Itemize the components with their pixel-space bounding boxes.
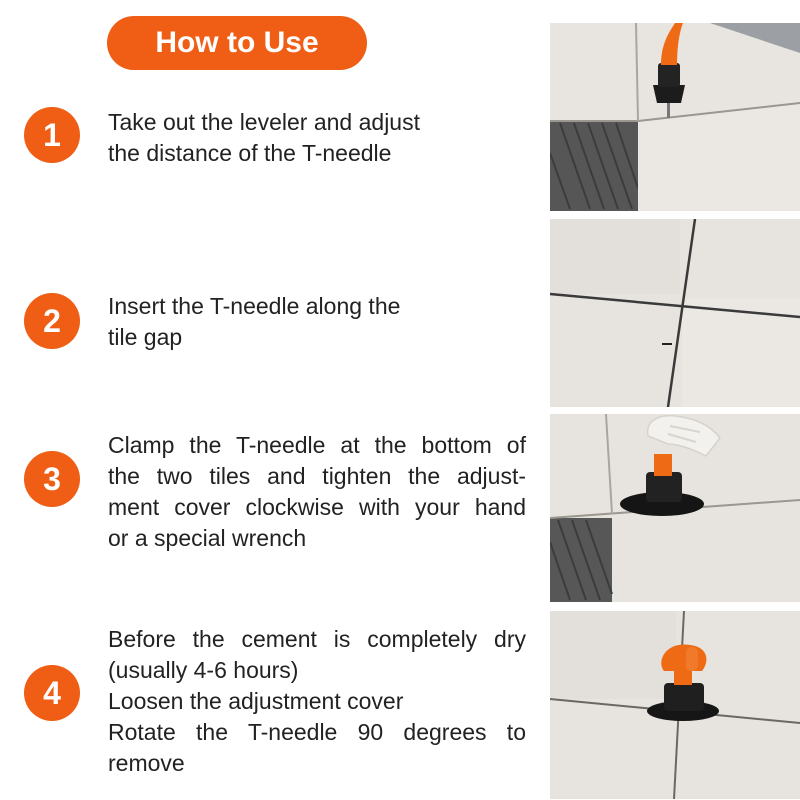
step-number: 1 (43, 117, 61, 153)
step-number: 3 (43, 461, 61, 497)
step-4-badge (24, 665, 80, 721)
step-line: the distance of the T-needle (108, 140, 392, 166)
step-4-text (108, 624, 526, 779)
step-line: the two tiles and tighten the adjust- (108, 463, 526, 489)
step-line: Clamp the T-needle at the bottom of (108, 432, 526, 458)
step-2-text (108, 291, 526, 353)
step-number: 2 (43, 303, 61, 339)
title-banner (107, 16, 367, 70)
step-line: Insert the T-needle along the (108, 293, 401, 319)
step-line: ment cover clockwise with your hand (108, 494, 526, 520)
page-title: How to Use (155, 26, 319, 59)
step-line: Loosen the adjustment cover (108, 688, 404, 714)
step-line: or a special wrench (108, 525, 307, 551)
step-1-photo (550, 23, 800, 211)
step-3-badge (24, 451, 80, 507)
step-2-photo (550, 219, 800, 407)
step-number: 4 (43, 675, 61, 711)
step-line: remove (108, 750, 185, 776)
step-line: Rotate the T-needle 90 degrees to (108, 719, 526, 745)
step-3-photo (550, 414, 800, 602)
step-1-badge (24, 107, 80, 163)
step-line: Take out the leveler and adjust (108, 109, 420, 135)
step-line: Before the cement is completely dry (108, 626, 526, 652)
step-2-badge (24, 293, 80, 349)
step-line: (usually 4-6 hours) (108, 657, 299, 683)
step-1-text (108, 107, 526, 169)
step-3-text (108, 430, 526, 554)
step-line: tile gap (108, 324, 183, 350)
step-4-photo (550, 611, 800, 799)
